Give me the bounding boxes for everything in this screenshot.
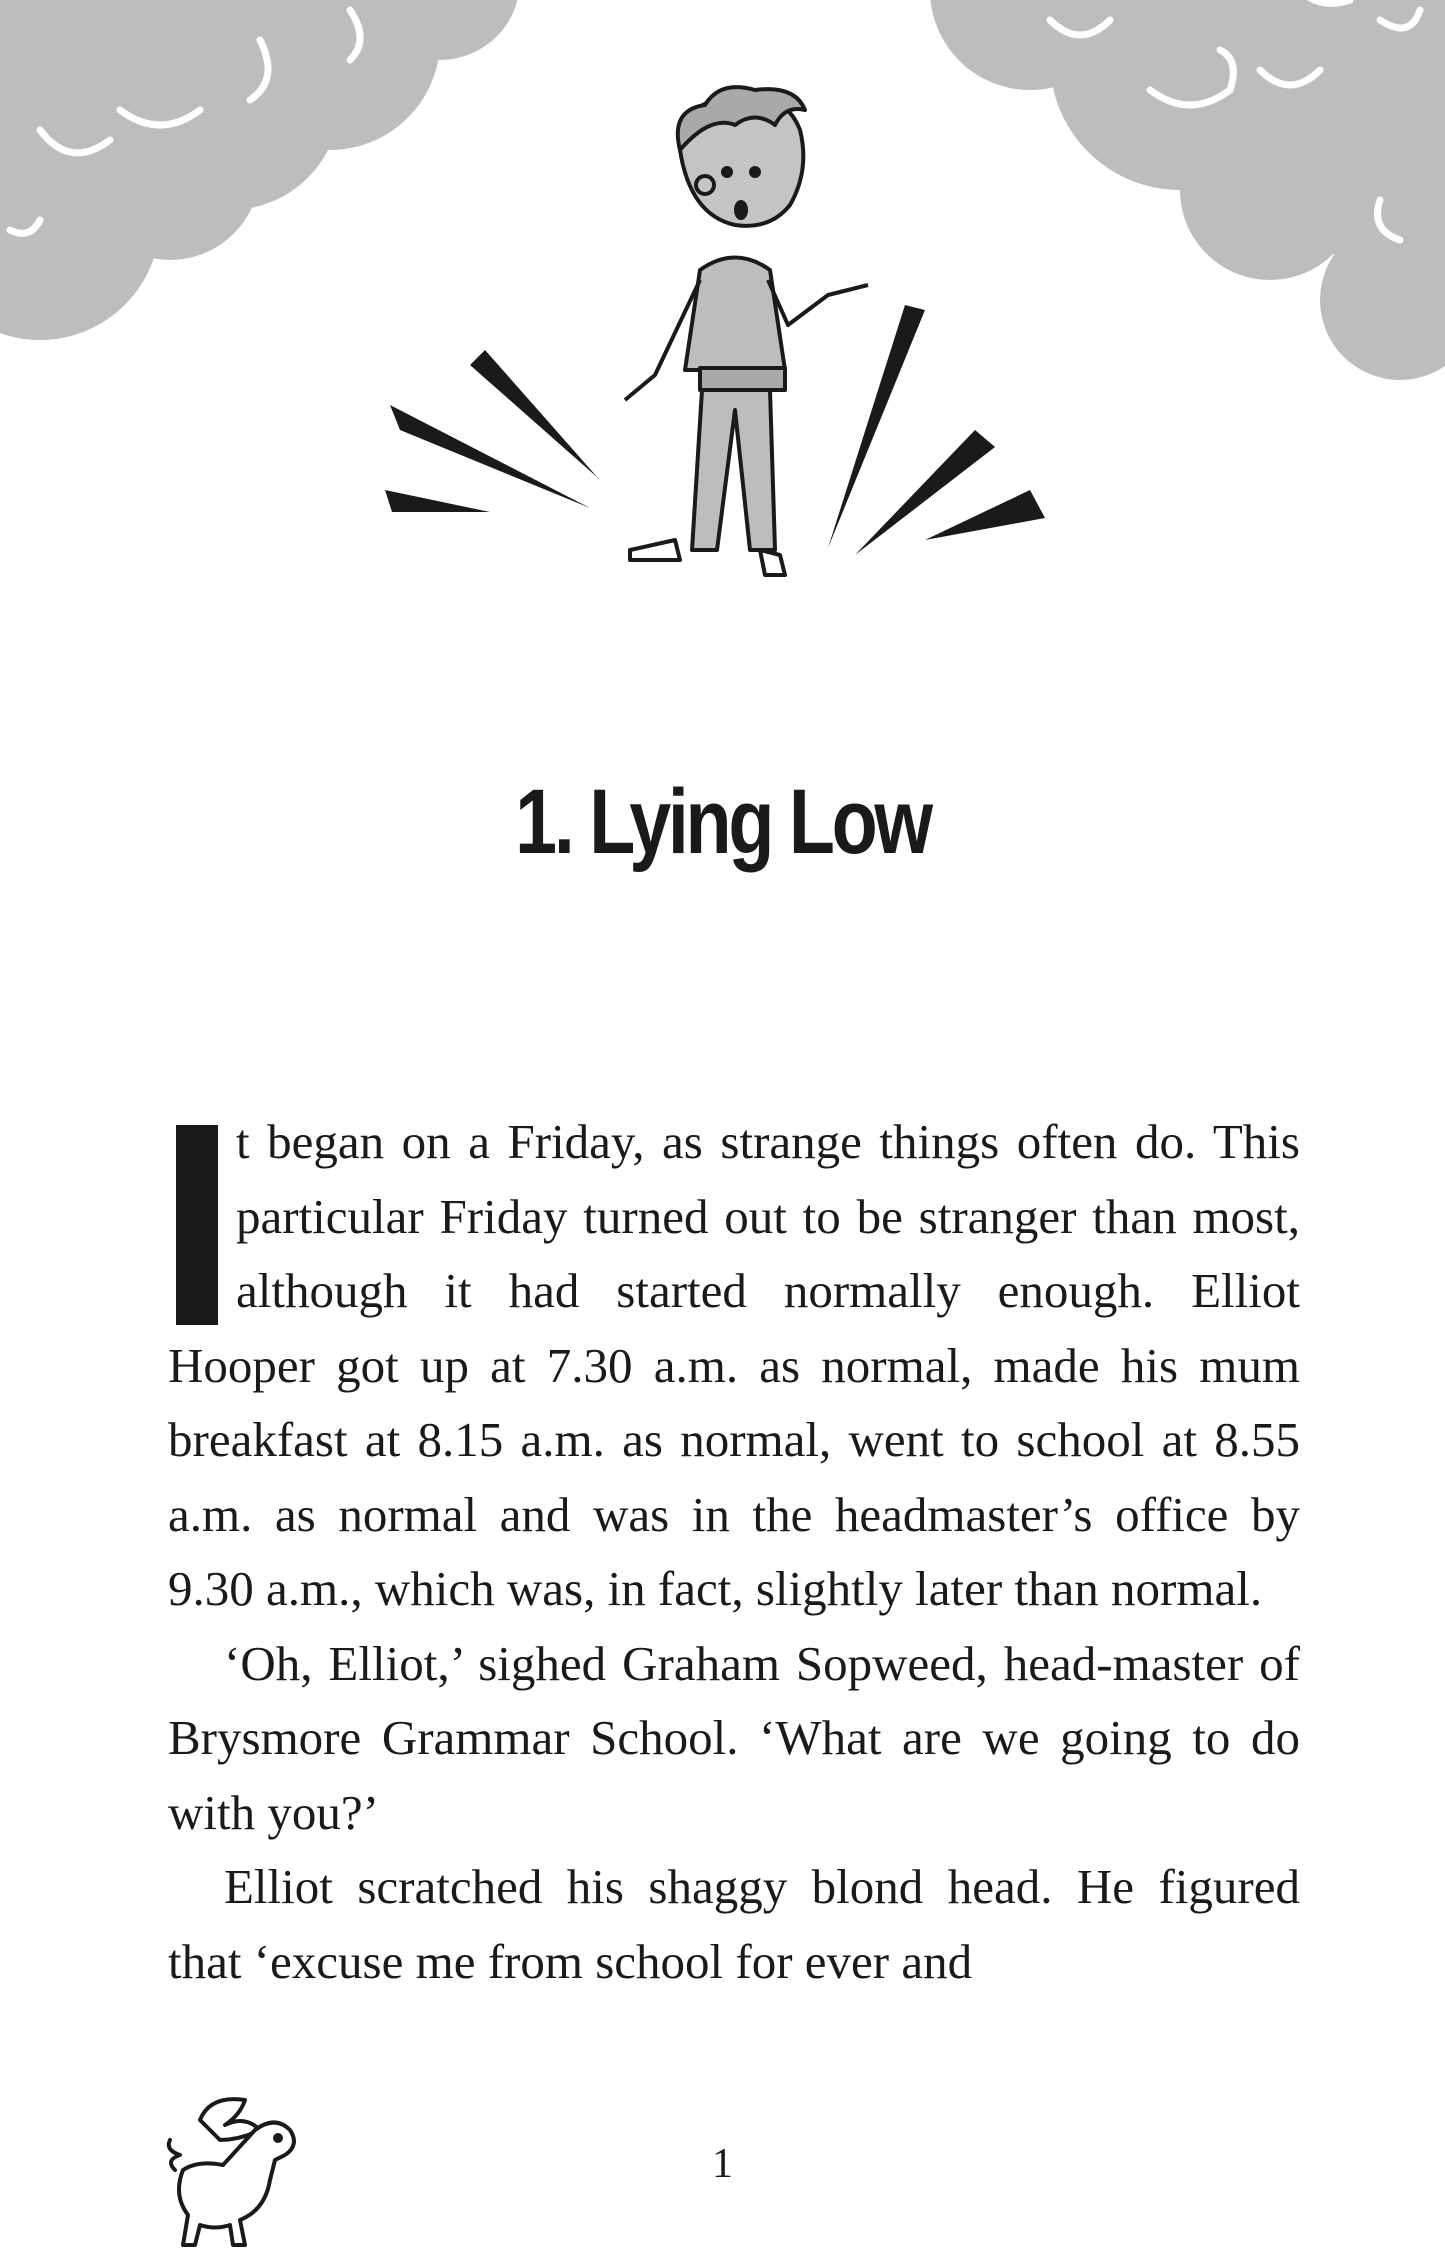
paragraph-1-text: t began on a Friday, as strange things often do. This particular Friday turned out to be stranger than most, although it had started normally enough. Elliot Hooper got up at 7.30 a.m. as normal, made his mum breakfast at 8.15 a.m. as normal, went to school at 8.55 a.m. as normal and was in the headmaster’s office by 9.30 a.m., which was, in fact, slightly later than normal. [168,1114,1300,1616]
cloud-right-icon [930,0,1445,380]
header-illustration [0,0,1445,660]
paragraph-2: ‘Oh, Elliot,’ sighed Graham Sopweed, head-master of Brysmore Grammar School. ‘What are we going to do with you?’ [168,1635,1300,1840]
cloud-left-icon [0,0,520,340]
page-number: 1 [712,2141,733,2187]
paragraph-3: Elliot scratched his shaggy blond head. He figured that ‘excuse me from school for ever and [168,1859,1300,1989]
chapter-body [168,1105,1300,1999]
paragraph-1 [168,1105,1300,1627]
chapter-title: 1. Lying Low [515,771,930,873]
boy-figure-icon [625,87,868,575]
drop-cap [176,1125,218,1325]
